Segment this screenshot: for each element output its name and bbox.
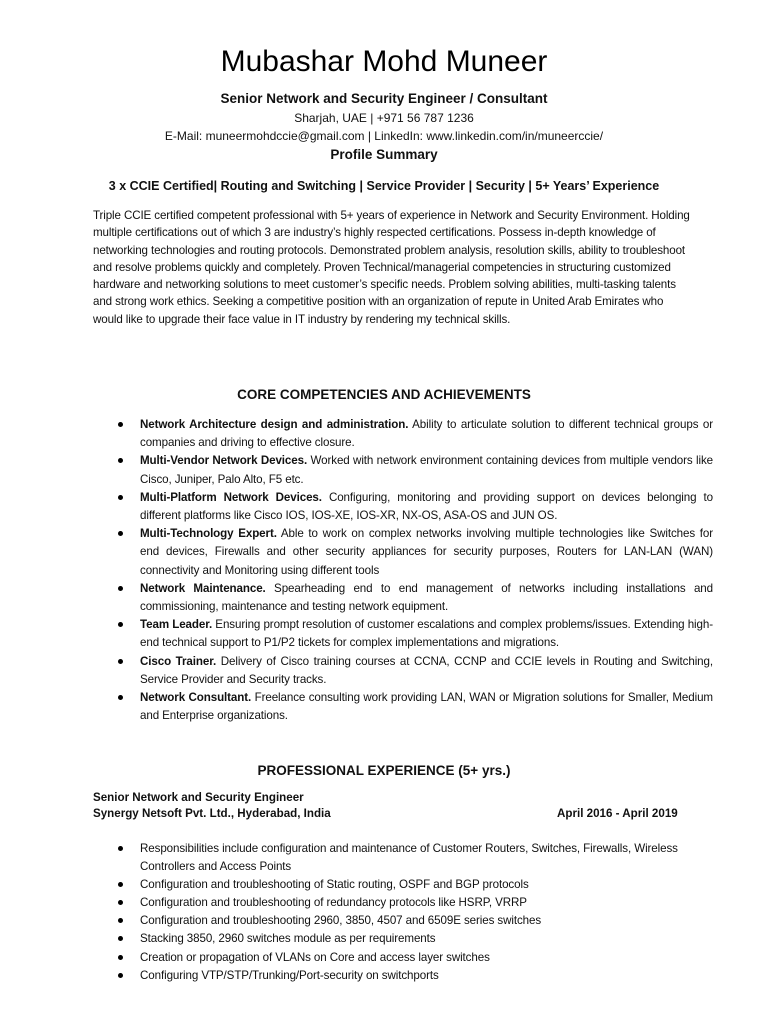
competency-item — [140, 580, 713, 616]
responsibility-item — [140, 912, 715, 930]
competency-head: Cisco Trainer. — [140, 654, 217, 668]
bullet-icon — [118, 918, 123, 923]
bullet-icon — [118, 973, 123, 978]
competency-text: Freelance consulting work providing LAN, WAN or Migration solutions for Smaller, Medium and Enterprise organizations. — [140, 691, 713, 723]
competency-text: Ability to articulate solution to different technical groups or companies and driving to effective closure. — [140, 418, 713, 450]
bullet-icon — [118, 955, 123, 960]
competency-item — [140, 689, 713, 725]
competency-item — [140, 653, 713, 689]
job-company: Synergy Netsoft Pvt. Ltd., Hyderabad, India — [93, 807, 331, 820]
bullet-icon — [118, 531, 123, 536]
competency-head: Network Consultant. — [140, 691, 252, 705]
bullet-icon — [118, 695, 123, 700]
responsibility-item — [140, 876, 715, 894]
competency-item — [140, 452, 713, 488]
competency-text: Delivery of Cisco training courses at CCNA, CCNP and CCIE levels in Routing and Switching, Service Provider and Security tracks. — [140, 654, 713, 686]
competency-head: Network Architecture design and administration. — [140, 418, 409, 431]
bullet-icon — [118, 458, 123, 463]
bullet-icon — [118, 936, 123, 941]
responsibilities-list — [140, 840, 715, 985]
profile-summary-heading: Profile Summary — [330, 147, 438, 162]
competency-text: Spearheading end to end management of networks including installations and commissioning, maintenance and testing network equipment. — [140, 581, 713, 614]
bullet-icon — [118, 586, 123, 591]
job-role: Senior Network and Security Engineer — [93, 791, 304, 804]
bullet-icon — [118, 422, 123, 427]
responsibility-item — [140, 840, 715, 876]
competencies-heading: CORE COMPETENCIES AND ACHIEVEMENTS — [237, 387, 531, 402]
responsibility-item — [140, 967, 715, 985]
competency-head: Network Maintenance. — [140, 581, 266, 595]
summary-text: Triple CCIE certified competent professional with 5+ years of experience in Network and Security Environment. Holding multiple certifications out of which 3 are industry’s highly respected certifications. Possess in-depth knowledge of networking technologies and routing protocols. Demonstrated problem analysis, resolution skills, ability to troubleshoot and resolve problems quickly and completely. Proven Technical/managerial competencies in structuring customized hardware and networking solutions to meet customer’s specific needs. Problem solving abilities, multi-tasking talents and strong work ethics. Seeking a competitive position with an organization of repute in United Arab Emirates who would like to upgrade their face value in IT industry by rendering my technical skills. — [93, 209, 690, 326]
bullet-icon — [118, 882, 123, 887]
competency-text: Configuring, monitoring and providing support on devices belonging to different platforms like Cisco IOS, IOS-XE, IOS-XR, NX-OS, ASA-OS and JUN OS. — [140, 490, 713, 523]
responsibility-item — [140, 894, 715, 912]
responsibility-item — [140, 930, 715, 948]
responsibility-text: Creation or propagation of VLANs on Core and access layer switches — [140, 950, 490, 964]
location-phone: Sharjah, UAE | +971 56 787 1236 — [294, 111, 474, 125]
experience-heading: PROFESSIONAL EXPERIENCE (5+ yrs.) — [257, 763, 511, 778]
candidate-name: Mubashar Mohd Muneer — [220, 45, 548, 78]
bullet-icon — [118, 659, 123, 664]
competency-item — [140, 525, 713, 580]
competency-head: Multi-Vendor Network Devices. — [140, 454, 308, 468]
responsibility-text: Configuration and troubleshooting of redundancy protocols like HSRP, VRRP — [140, 896, 527, 910]
certification-tagline: 3 x CCIE Certified| Routing and Switching | Service Provider | Security | 5+ Years’ Experience — [108, 179, 660, 193]
bullet-icon — [118, 846, 123, 851]
competency-text: Worked with network environment containing devices from multiple vendors like Cisco, Juniper, Palo Alto, F5 etc. — [140, 454, 714, 486]
bullet-icon — [118, 900, 123, 905]
responsibility-text: Configuring VTP/STP/Trunking/Port-security on switchports — [140, 968, 439, 982]
competencies-list — [140, 416, 713, 725]
job-dates: April 2016 - April 2019 — [557, 807, 678, 820]
responsibility-text: Responsibilities include configuration and maintenance of Customer Routers, Switches, Firewalls, Wireless Controllers and Access Points — [140, 842, 678, 874]
job-title: Senior Network and Security Engineer / Consultant — [220, 91, 548, 106]
competency-item — [140, 616, 713, 652]
competency-text: Able to work on complex networks involving multiple technologies like Switches for end devices, Firewalls and other security appliances for security purposes, Routers for LAN-LAN (WAN) connectivity and Monitoring using different tools — [140, 527, 713, 577]
responsibility-item — [140, 949, 715, 967]
responsibility-text: Configuration and troubleshooting of Static routing, OSPF and BGP protocols — [140, 878, 529, 892]
competency-item — [140, 416, 713, 452]
responsibility-text: Configuration and troubleshooting 2960, 3850, 4507 and 6509E series switches — [140, 914, 542, 928]
competency-item — [140, 489, 713, 525]
competency-head: Team Leader. — [140, 618, 213, 632]
email-linkedin: E-Mail: muneermohdccie@gmail.com | LinkedIn: www.linkedin.com/in/muneerccie/ — [164, 129, 604, 143]
profile-summary — [93, 207, 693, 328]
competency-text: Ensuring prompt resolution of customer escalations and complex problems/issues. Extending high-end technical support to P1/P2 tickets for complex implementations and migrations. — [140, 618, 713, 650]
bullet-icon — [118, 622, 123, 627]
competency-head: Multi-Platform Network Devices. — [140, 490, 322, 504]
bullet-icon — [118, 495, 123, 500]
competency-head: Multi-Technology Expert. — [140, 527, 277, 541]
responsibility-text: Stacking 3850, 2960 switches module as per requirements — [140, 932, 436, 946]
